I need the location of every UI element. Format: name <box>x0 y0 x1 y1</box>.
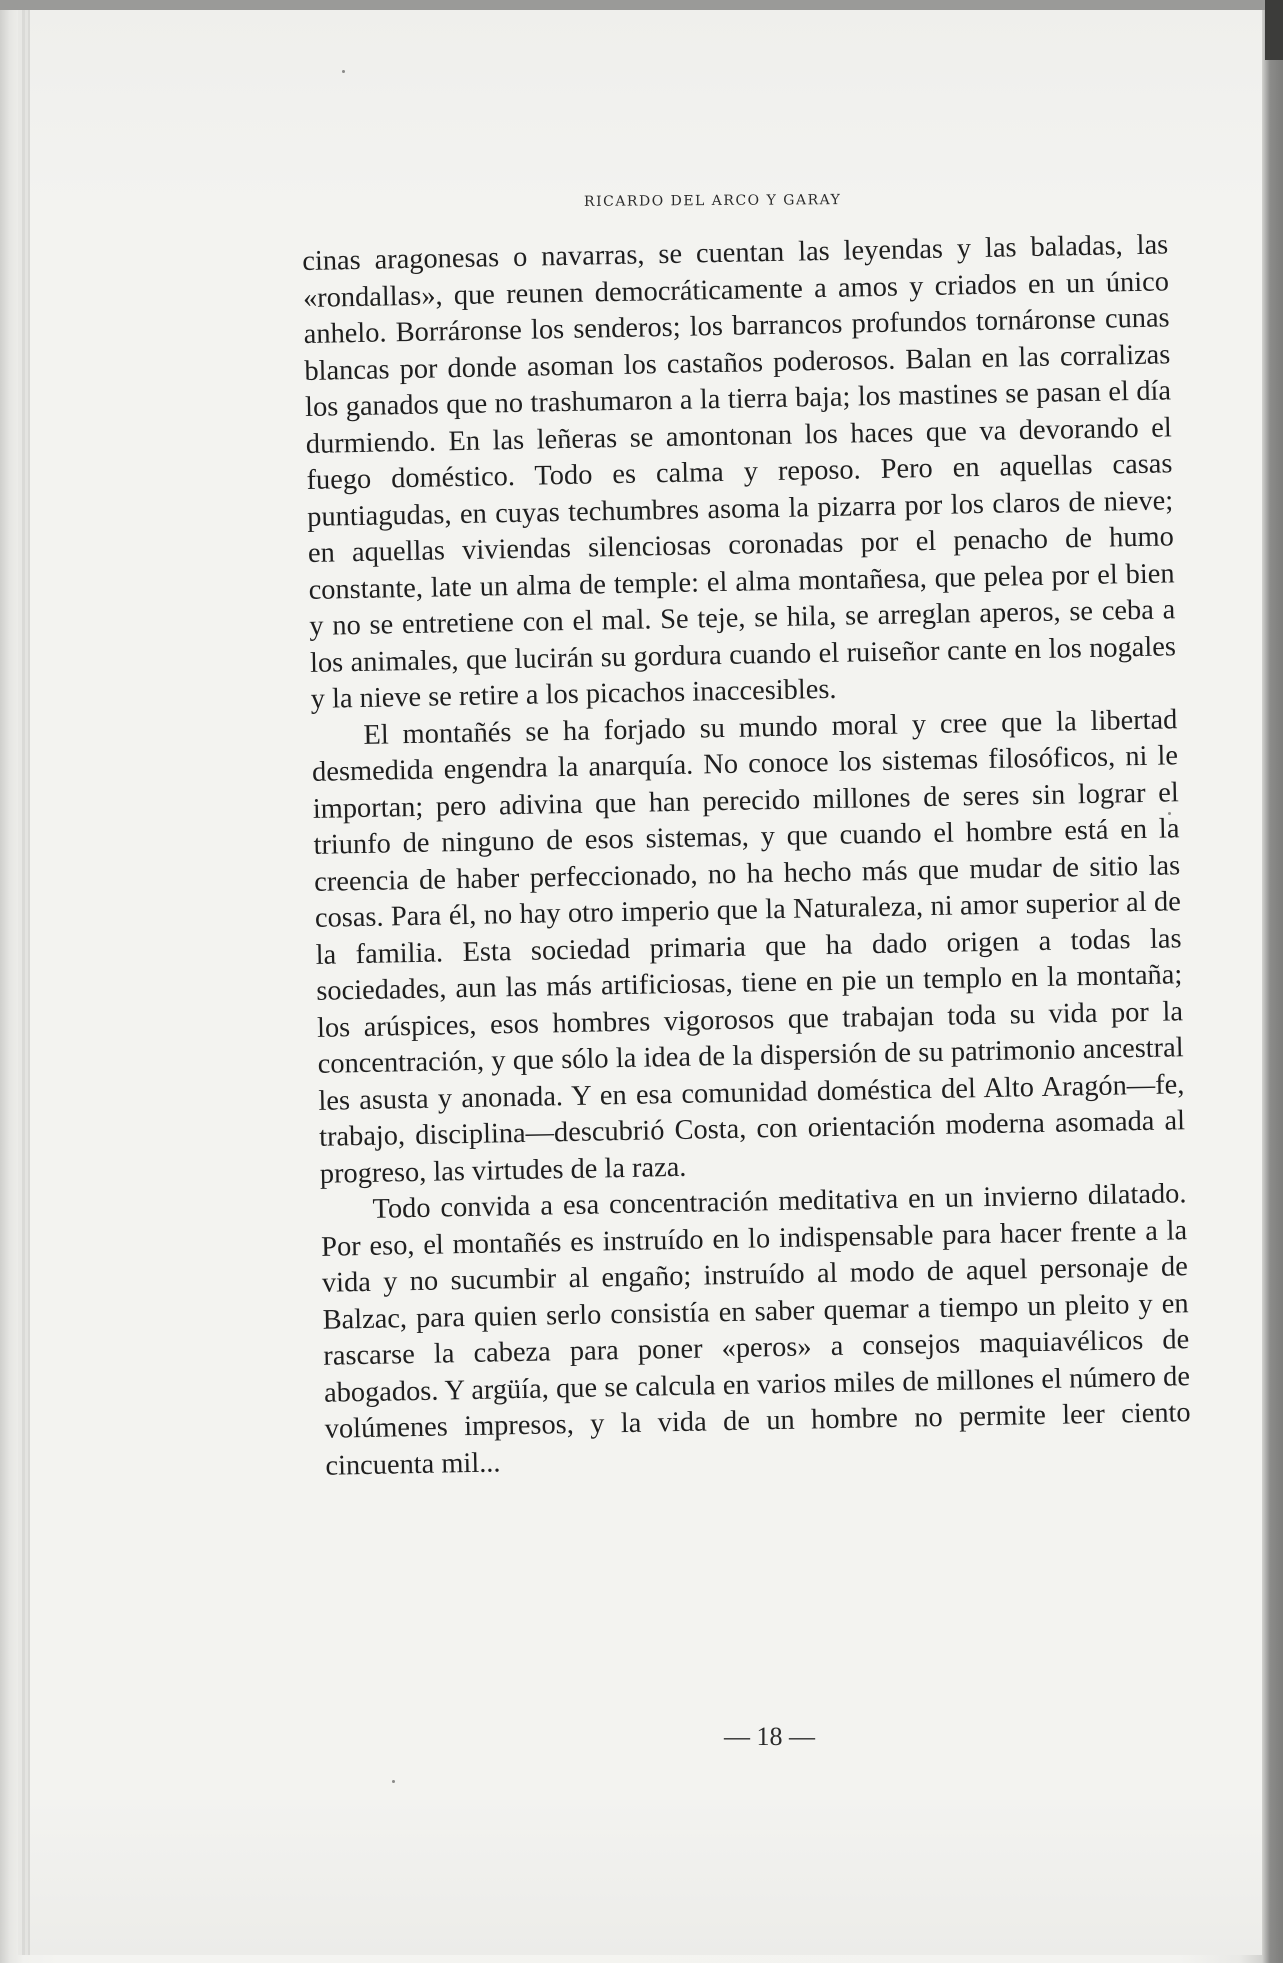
body-text <box>302 227 1192 1484</box>
scanner-top-edge <box>0 0 1283 10</box>
scanner-corner-shadow <box>1265 0 1283 60</box>
paper-speck <box>342 70 345 73</box>
paragraph-continuation: cinas aragonesas o navarras, se cuentan las leyendas y las baladas, las «rondallas», que reunen democráticamente a amos y criados en un único anhelo. Borráronse los senderos; los barrancos profundos tornáronse cunas blancas por donde asoman los castaños poderosos. Balan en las corralizas los ganados que no trashumaron a la tierra baja; los mastines se pasan el día durmiendo. En las leñeras se amontonan los haces que va devorando el fuego doméstico. Todo es calma y reposo. Pero en aquellas casas puntiagudas, en cuyas techumbres asoma la pizarra por los claros de nieve; en aquellas viviendas silenciosas coronadas por el penacho de humo constante, late un alma de temple: el alma montañesa, que pelea por el bien y no se entretiene con el mal. Se teje, se hila, se arreglan aperos, se ceba a los animales, que lucirán su gordura cuando el ruiseñor cante en los nogales y la nieve se retire a los picachos inaccesibles. <box>302 229 1177 715</box>
paper-speck <box>392 1780 395 1783</box>
page-number: — 18 — <box>724 1722 815 1751</box>
running-head: RICARDO DEL ARCO Y GARAY <box>583 192 842 210</box>
paragraph-invierno: Todo convida a esa concentración meditativa en un invierno dilatado. Por eso, el montañés es instruído en lo indispensable para hacer frente a la vida y no sucumbir al engaño; instruído al modo de aquel personaje de Balzac, para quien serlo consistía en saber quemar a tiempo un pleito y en rascarse la cabeza para poner «peros» a consejos maquiavélicos de abogados. Y argüía, que se calcula en varios miles de millones el número de volúmenes impresos, y la vida de un hombre no permite leer ciento cincuenta mil... <box>320 1178 1191 1482</box>
paragraph-montanes: El montañés se ha forjado su mundo moral y cree que la libertad desmedida engendra la anarquía. No conoce los sistemas filosóficos, ni le importan; pero adivina que han perecido millones de seres sin lograr el triunfo de ninguno de esos sistemas, y que cuando el hombre está en la creencia de haber perfeccionado, no ha hecho más que mudar de sitio las cosas. Para él, no hay otro imperio que la Naturaleza, ni amor superior al de la familia. Esta sociedad primaria que ha dado origen a todas las sociedades, aun las más artificiosas, tiene en pie un templo en la montaña; los arúspices, esos hombres vigorosos que trabajan toda su vida por la concentración, y que sólo la idea de la dispersión de su patrimonio ancestral les asusta y anonada. Y en esa comunidad doméstica del Alto Aragón—fe, trabajo, disciplina—descubrió Costa, con orientación moderna asomada al progreso, las virtudes de la raza. <box>311 703 1186 1190</box>
